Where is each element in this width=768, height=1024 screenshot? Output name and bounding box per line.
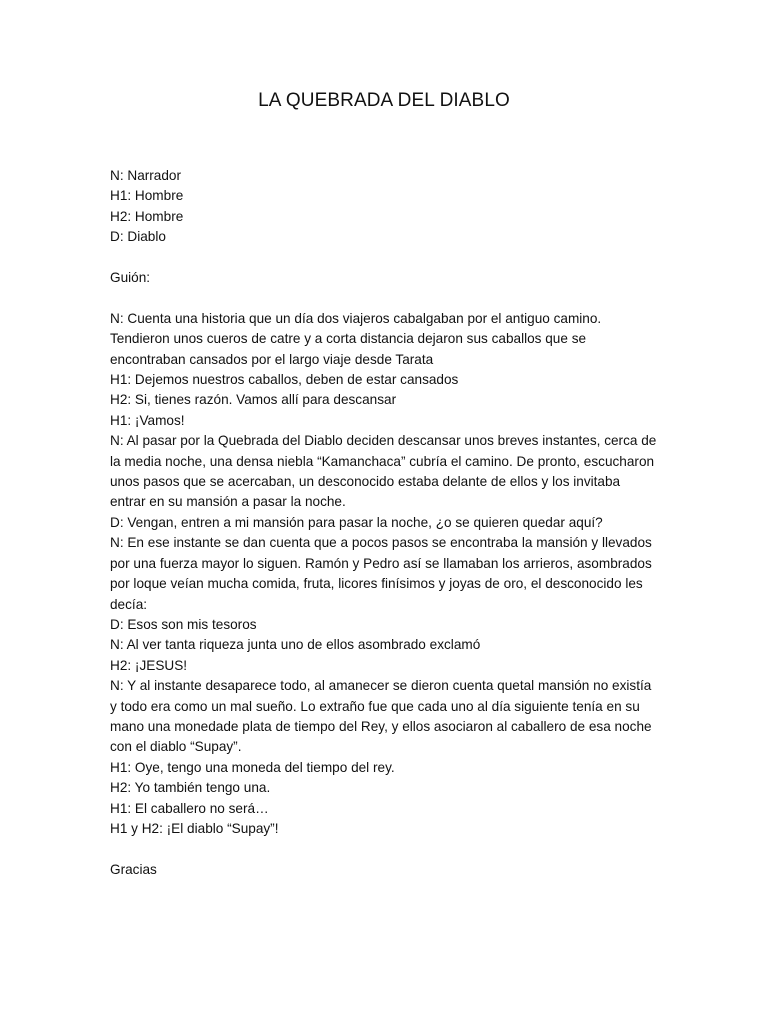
script-line: H2: Si, tienes razón. Vamos allí para descansar — [110, 392, 397, 408]
script-line: N: Y al instante desaparece todo, al amanecer se dieron cuenta quetal mansión no existía y todo era como un mal sueño. Lo extraño fue que cada uno al día siguiente tenía en su mano una monedade plata de tiempo del Rey, y ellos asociaron al caballero de esa noche con el diablo “Supay”. — [110, 678, 652, 755]
character-line: D: Diablo — [110, 229, 166, 245]
character-line: H2: Hombre — [110, 208, 184, 224]
guion-label: Guión: — [110, 270, 151, 286]
script-line: H2: ¡JESUS! — [110, 657, 188, 673]
blank-line — [110, 839, 658, 859]
script-line: N: Al pasar por la Quebrada del Diablo deciden descansar unos breves instantes, cerca de la media noche, una densa niebla “Kamanchaca” cubría el camino. De pronto, escucharon unos pasos que se acercaban, un desconocido estaba delante de ellos y los invitaba entrar en su mansión a pasar la noche. — [110, 433, 657, 510]
script-line: H1: Oye, tengo una moneda del tiempo del rey. — [110, 759, 395, 775]
script-line: H1: Dejemos nuestros caballos, deben de estar cansados — [110, 372, 459, 388]
document-title: LA QUEBRADA DEL DIABLO — [258, 90, 510, 111]
script-line: N: Al ver tanta riqueza junta uno de ellos asombrado exclamó — [110, 637, 481, 653]
script-line: H1: ¡Vamos! — [110, 412, 185, 428]
script-line: H2: Yo también tengo una. — [110, 780, 271, 796]
script-line: D: Esos son mis tesoros — [110, 616, 257, 632]
document-body — [110, 166, 658, 880]
script-line: D: Vengan, entren a mi mansión para pasar la noche, ¿o se quieren quedar aquí? — [110, 514, 603, 530]
script-line: H1 y H2: ¡El diablo “Supay”! — [110, 820, 279, 836]
character-line: H1: Hombre — [110, 188, 184, 204]
blank-line — [110, 248, 658, 268]
closing-text: Gracias — [110, 861, 157, 877]
script-line: H1: El caballero no será… — [110, 800, 269, 816]
character-line: N: Narrador — [110, 168, 182, 183]
script-line: N: Cuenta una historia que un día dos viajeros cabalgaban por el antiguo camino. Tendieron unos cueros de catre y a corta distancia dejaron sus caballos que se encontraban cansados por el largo viaje desde Tarata — [110, 310, 602, 367]
blank-line — [110, 288, 658, 308]
script-line: N: En ese instante se dan cuenta que a pocos pasos se encontraba la mansión y llevados por una fuerza mayor lo siguen. Ramón y Pedro así se llamaban los arrieros, asombrados por loque veían mucha comida, fruta, licores finísimos y joyas de oro, el desconocido les decía: — [110, 535, 652, 612]
